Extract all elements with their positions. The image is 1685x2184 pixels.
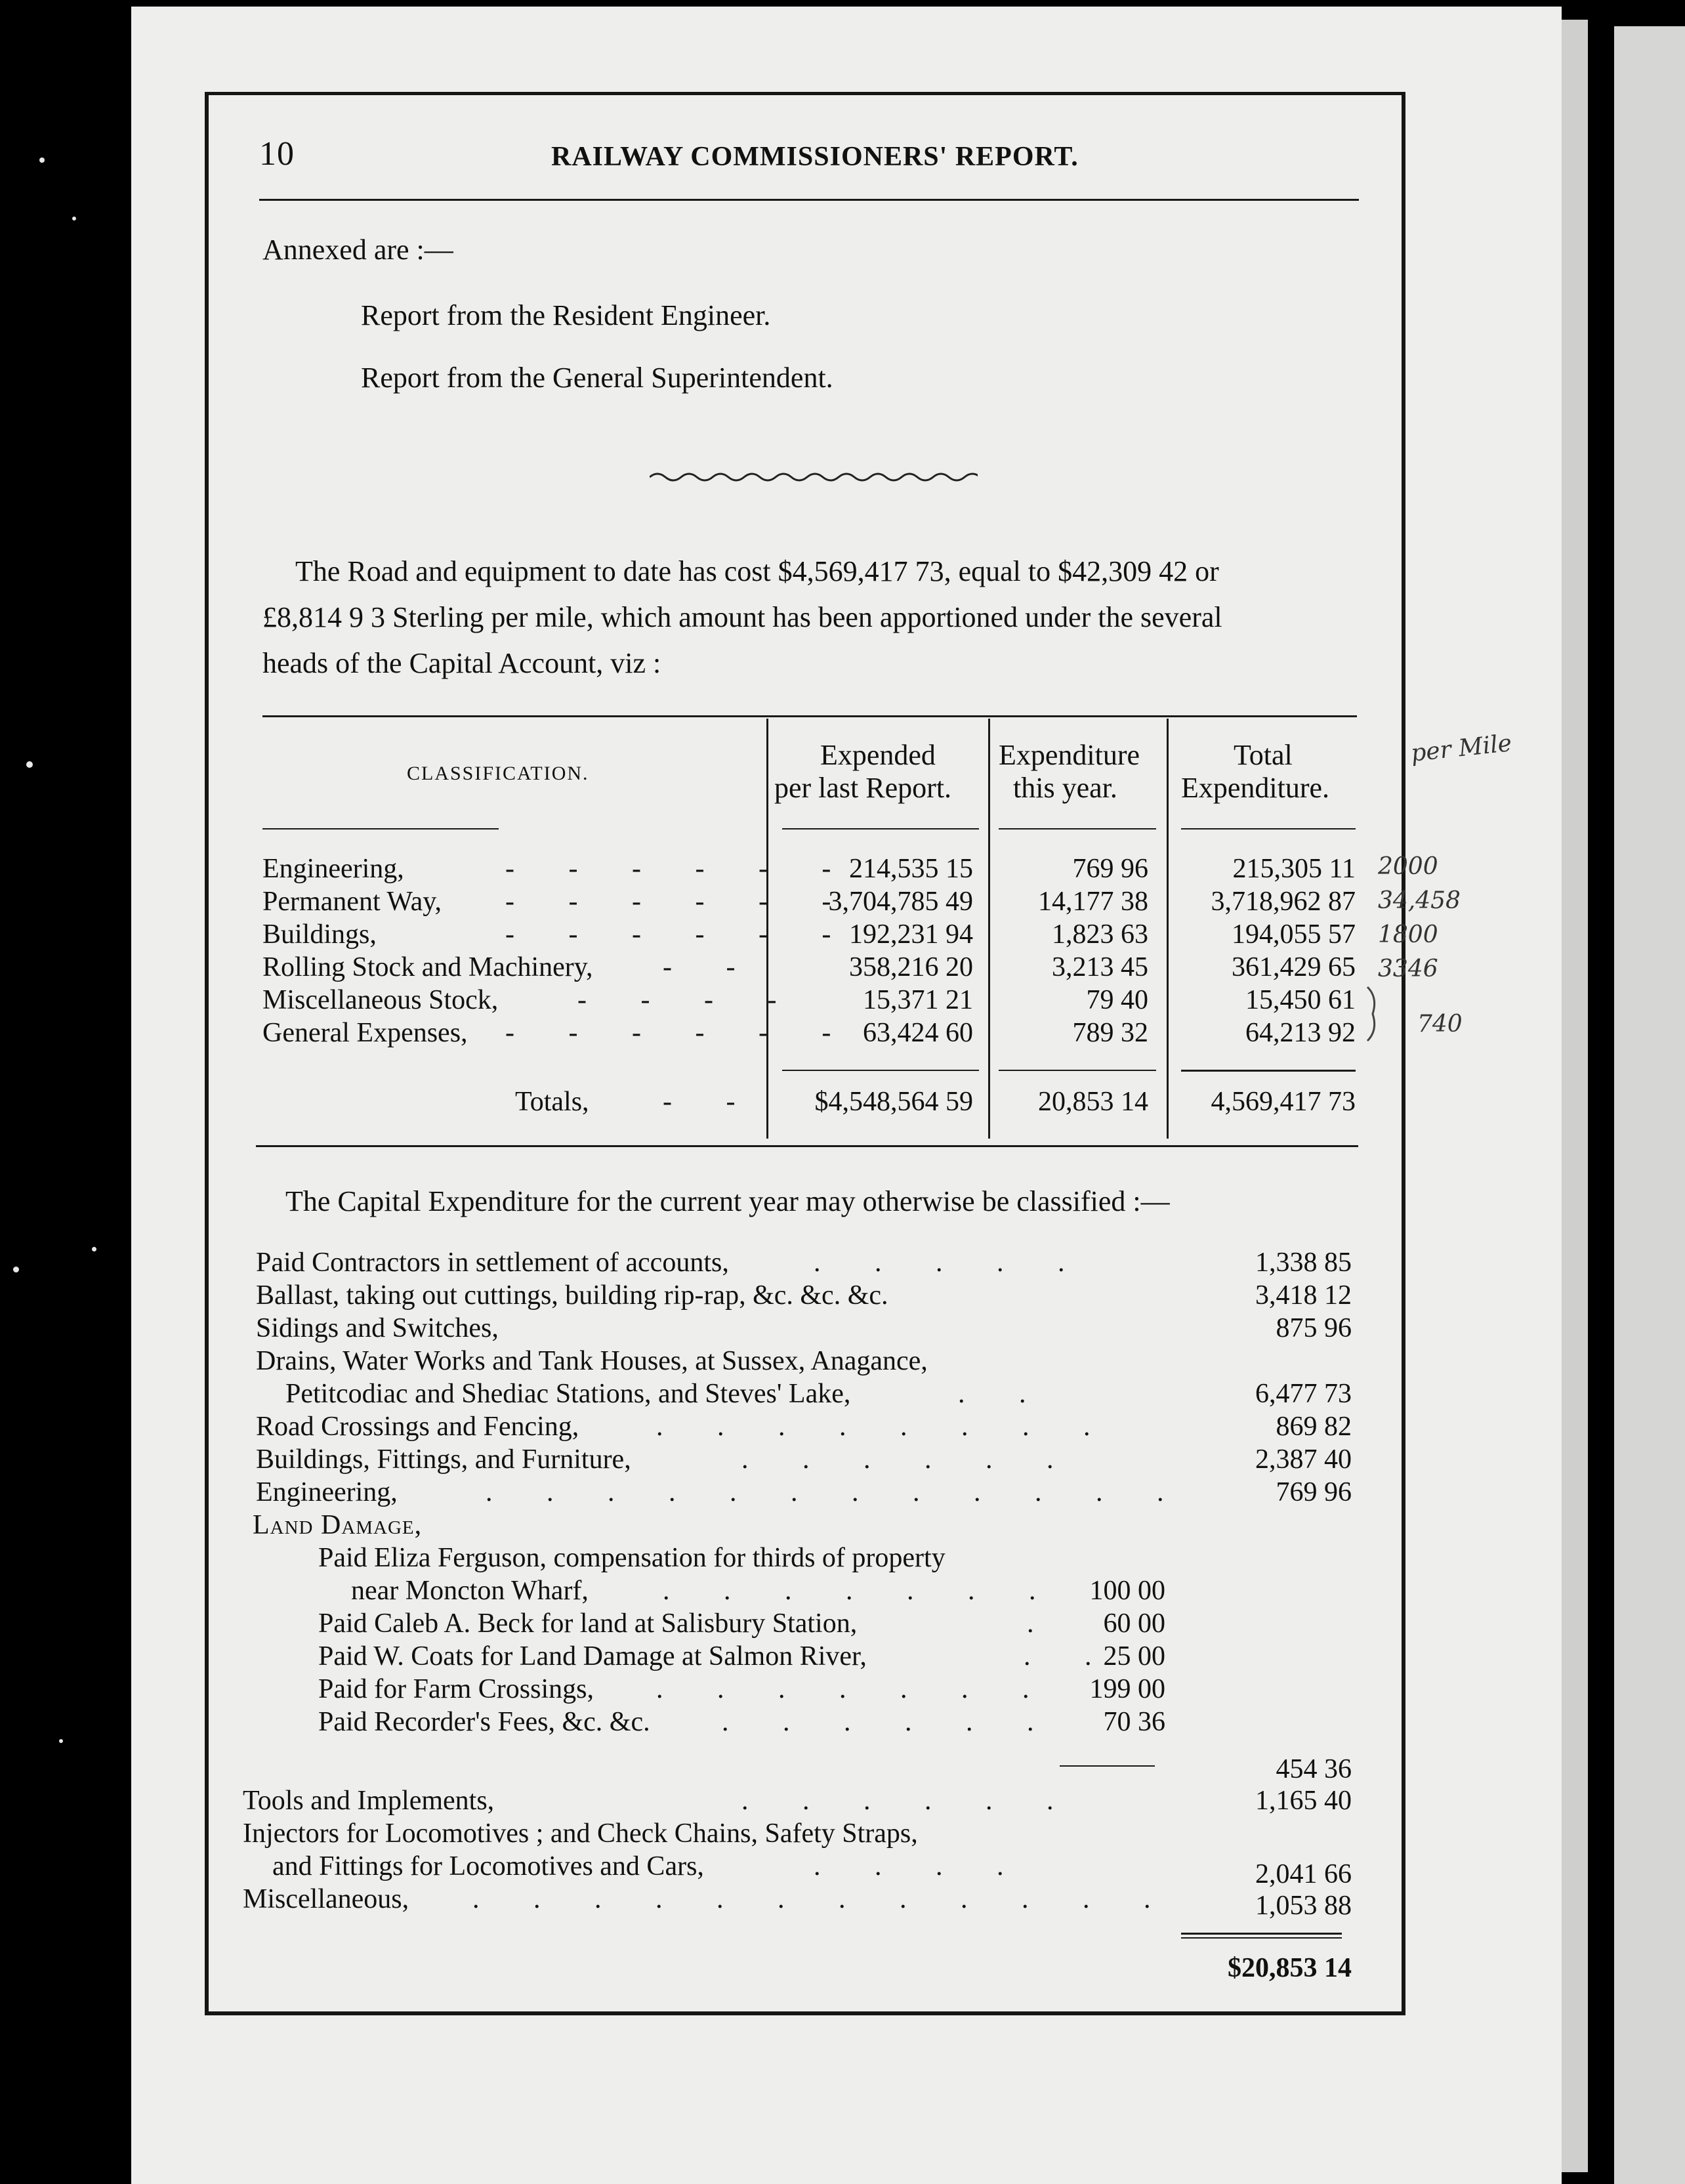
expended-value: 63,424 60 <box>863 1018 973 1048</box>
item-label: Paid Recorder's Fees, &c. &c. <box>318 1707 650 1737</box>
header-underline <box>1181 828 1356 830</box>
item-amount: 6,477 73 <box>1255 1379 1352 1409</box>
totals-rule <box>782 1070 979 1071</box>
item-label: Drains, Water Works and Tank Houses, at Sussex, Anagance, <box>256 1346 928 1376</box>
subtotal-rule <box>1060 1765 1155 1767</box>
dot-leaders: . . . . <box>814 1851 1028 1881</box>
expended-value: 192,231 94 <box>849 919 973 950</box>
row-label: Miscellaneous Stock, <box>262 985 499 1015</box>
page-edge <box>1562 20 1588 2172</box>
item-label: Injectors for Locomotives ; and Check Chains, Safety Straps, <box>243 1818 918 1849</box>
dot-leaders: . . . . . . . . . . . . <box>472 1884 1175 1914</box>
grand-total-expenditure: 4,569,417 73 <box>1211 1087 1356 1117</box>
dot-leaders: . <box>1027 1608 1058 1639</box>
item-label: and Fittings for Locomotives and Cars, <box>272 1851 704 1881</box>
item-amount: 1,165 40 <box>1255 1786 1352 1816</box>
scan-speck <box>26 761 33 768</box>
total-value: 361,429 65 <box>1232 952 1356 982</box>
scan-speck <box>13 1267 19 1272</box>
item-amount: 1,053 88 <box>1255 1891 1352 1921</box>
scan-speck <box>72 217 76 220</box>
leader-dashes: - - - - - - <box>505 887 855 917</box>
dot-leaders: . . . . . . . . . . . . <box>486 1477 1188 1507</box>
sub-amount: 60 00 <box>1103 1608 1165 1639</box>
dot-leaders: . . <box>1024 1641 1115 1671</box>
leader-dashes: - - - - - - <box>505 1018 855 1048</box>
totals-rule <box>1181 1070 1356 1072</box>
running-title: RAILWAY COMMISSIONERS' REPORT. <box>551 142 1079 172</box>
item-amount: 1,338 85 <box>1255 1248 1352 1278</box>
land-damage-heading: Land Damage, <box>253 1510 423 1540</box>
page-number: 10 <box>259 135 295 173</box>
ornamental-divider <box>650 469 978 485</box>
totals-label: Totals, <box>515 1087 589 1117</box>
handwritten-note: 2000 <box>1378 853 1438 880</box>
item-amount: 3,418 12 <box>1255 1280 1352 1311</box>
classified-intro: The Capital Expenditure for the current year may otherwise be classified :— <box>285 1185 1170 1217</box>
item-label: Paid Contractors in settlement of accounts, <box>256 1248 729 1278</box>
item-label: Paid W. Coats for Land Damage at Salmon River, <box>318 1641 867 1671</box>
row-label: Engineering, <box>262 854 404 884</box>
dot-leaders: . . . . . . <box>741 1444 1077 1475</box>
this-year-value: 789 32 <box>1072 1018 1148 1048</box>
expended-value: 214,535 15 <box>849 854 973 884</box>
handwritten-note: per Mile <box>1409 730 1513 767</box>
annexed-intro: Annexed are :— <box>262 234 453 266</box>
dot-leaders: . . . . . . . <box>663 1576 1060 1606</box>
item-label: Paid for Farm Crossings, <box>318 1674 594 1704</box>
handwritten-note: 740 <box>1417 1011 1463 1038</box>
item-amount: 869 82 <box>1276 1412 1352 1442</box>
table-bottom-rule <box>256 1145 1358 1147</box>
totals-rule <box>999 1070 1156 1071</box>
total-value: 3,718,962 87 <box>1211 887 1356 917</box>
leader-dashes: - - - - <box>577 985 801 1015</box>
total-value: 15,450 61 <box>1245 985 1356 1015</box>
sub-amount: 70 36 <box>1103 1707 1165 1737</box>
item-label: Petitcodiac and Shediac Stations, and Steves' Lake, <box>285 1379 851 1409</box>
scan-speck <box>92 1247 96 1251</box>
expended-value: 15,371 21 <box>863 985 973 1015</box>
cost-paragraph-line: The Road and equipment to date has cost $4,569,417 73, equal to $42,309 42 or <box>295 555 1219 587</box>
table-top-rule <box>262 715 1357 717</box>
leader-dashes: - - - - - - <box>505 919 855 950</box>
sub-amount: 199 00 <box>1089 1674 1165 1704</box>
column-header-expended: Expended <box>820 739 936 771</box>
grand-total-rule <box>1181 1933 1342 1935</box>
column-header-this-year: Expenditure <box>999 739 1140 771</box>
row-label: General Expenses, <box>262 1018 468 1048</box>
cost-paragraph-line: heads of the Capital Account, viz : <box>262 647 661 679</box>
item-amount: 875 96 <box>1276 1313 1352 1343</box>
total-value: 215,305 11 <box>1232 854 1356 884</box>
row-label: Permanent Way, <box>262 887 442 917</box>
column-divider <box>1167 719 1169 1139</box>
dot-leaders: . . <box>958 1379 1050 1409</box>
this-year-value: 1,823 63 <box>1052 919 1148 950</box>
column-header-total: Expenditure. <box>1181 772 1330 804</box>
column-header-classification: CLASSIFICATION. <box>407 763 589 784</box>
sub-amount: 100 00 <box>1089 1576 1165 1606</box>
item-amount: 2,041 66 <box>1255 1859 1352 1889</box>
column-header-this-year: this year. <box>1013 772 1117 804</box>
handwritten-note: 1800 <box>1378 921 1438 948</box>
handwritten-note: 3346 <box>1378 956 1438 982</box>
expended-value: 358,216 20 <box>849 952 973 982</box>
total-value: 64,213 92 <box>1245 1018 1356 1048</box>
classified-grand-total: $20,853 14 <box>1228 1953 1352 1983</box>
item-amount: 2,387 40 <box>1255 1444 1352 1475</box>
scan-speck <box>39 158 45 163</box>
scan-speck <box>59 1739 63 1743</box>
leader-dashes: - - <box>663 1087 759 1117</box>
dot-leaders: . . . . . . <box>722 1707 1058 1737</box>
this-year-value: 3,213 45 <box>1052 952 1148 982</box>
annexed-item: Report from the Resident Engineer. <box>361 299 771 331</box>
header-underline <box>999 828 1156 830</box>
item-label: Engineering, <box>256 1477 398 1507</box>
row-label: Rolling Stock and Machinery, <box>262 952 593 982</box>
header-rule <box>259 199 1359 201</box>
column-header-expended: per last Report. <box>774 772 952 804</box>
column-header-total: Total <box>1234 739 1293 771</box>
cost-paragraph-line: £8,814 9 3 Sterling per mile, which amount has been apportioned under the several <box>262 601 1222 633</box>
item-label: Ballast, taking out cuttings, building rip-rap, &c. &c. &c. <box>256 1280 888 1311</box>
land-damage-subtotal: 454 36 <box>1276 1754 1352 1784</box>
adjacent-page-edge <box>1614 26 1685 2184</box>
item-label: Buildings, Fittings, and Furniture, <box>256 1444 631 1475</box>
this-year-total: 20,853 14 <box>1038 1087 1148 1117</box>
dot-leaders: . . . . . . . <box>656 1674 1053 1704</box>
item-label: Paid Eliza Ferguson, compensation for thirds of property <box>318 1543 946 1573</box>
dot-leaders: . . . . . . <box>741 1786 1077 1816</box>
item-label: Paid Caleb A. Beck for land at Salisbury Station, <box>318 1608 858 1639</box>
item-amount: 769 96 <box>1276 1477 1352 1507</box>
item-label: Sidings and Switches, <box>256 1313 499 1343</box>
annexed-item: Report from the General Superintendent. <box>361 362 833 394</box>
handwritten-bracket <box>1363 984 1383 1043</box>
dot-leaders: . . . . . <box>814 1248 1089 1278</box>
item-label: Miscellaneous, <box>243 1884 409 1914</box>
leader-dashes: - - - - - - <box>505 854 855 884</box>
expended-value: 3,704,785 49 <box>828 887 973 917</box>
header-underline <box>262 828 499 830</box>
column-divider <box>988 719 990 1139</box>
leader-dashes: - - <box>663 952 759 982</box>
this-year-value: 769 96 <box>1072 854 1148 884</box>
header-underline <box>782 828 979 830</box>
row-label: Buildings, <box>262 919 377 950</box>
grand-total-rule <box>1181 1937 1342 1939</box>
total-value: 194,055 57 <box>1232 919 1356 950</box>
expended-total: $4,548,564 59 <box>814 1087 973 1117</box>
handwritten-note: 34,458 <box>1378 887 1461 914</box>
dot-leaders: . . . . . . . . <box>656 1412 1114 1442</box>
item-label: Road Crossings and Fencing, <box>256 1412 579 1442</box>
item-label: near Moncton Wharf, <box>351 1576 589 1606</box>
this-year-value: 14,177 38 <box>1038 887 1148 917</box>
this-year-value: 79 40 <box>1086 985 1148 1015</box>
item-label: Tools and Implements, <box>243 1786 495 1816</box>
sub-amount: 25 00 <box>1103 1641 1165 1671</box>
